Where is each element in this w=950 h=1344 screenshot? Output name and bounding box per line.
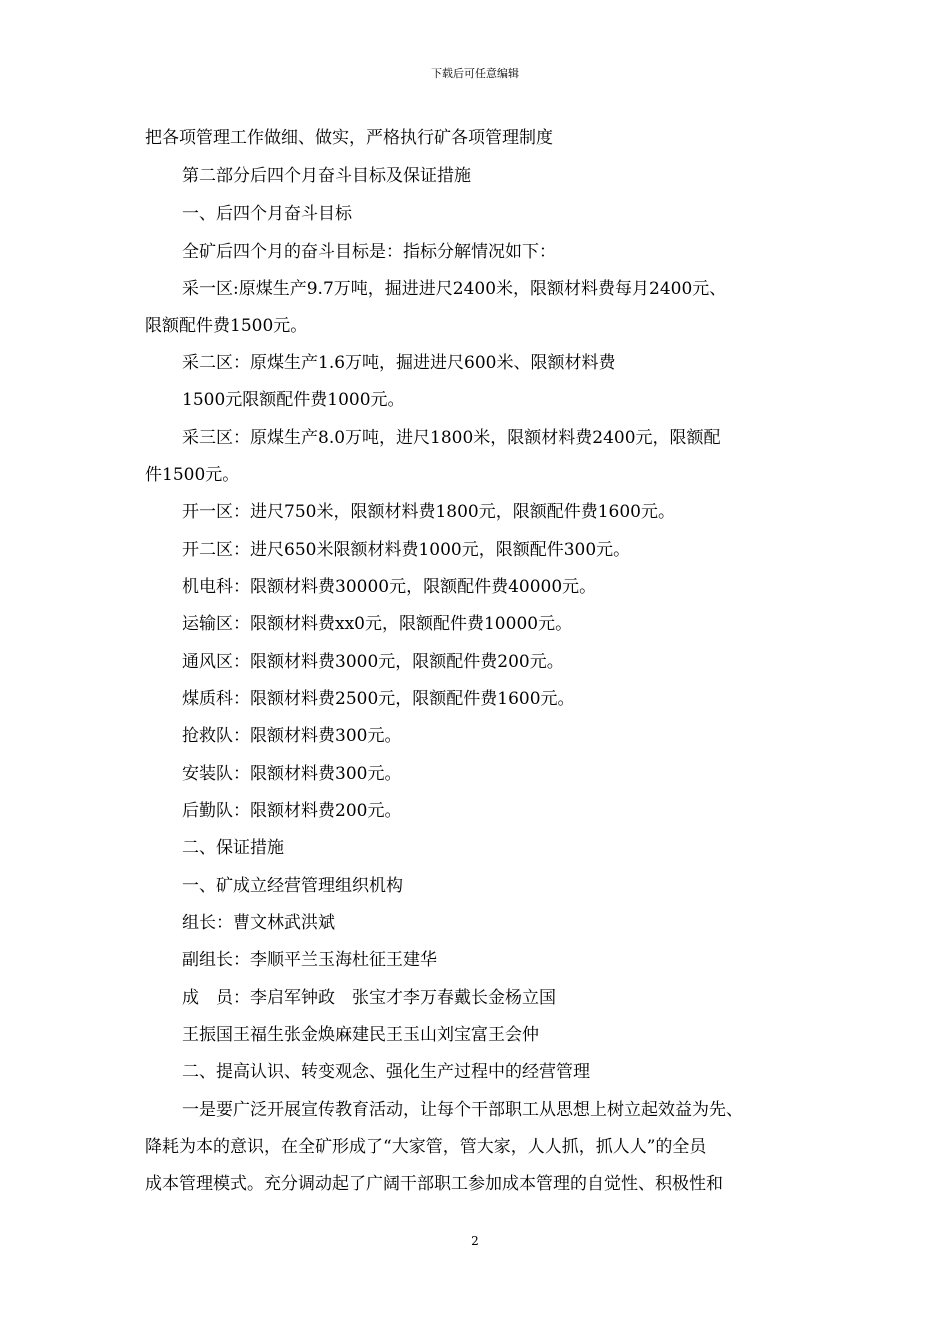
section-heading: 第二部分后四个月奋斗目标及保证措施: [182, 166, 471, 186]
body-line: 王振国王福生张金焕麻建民王玉山刘宝富王会仲: [182, 1025, 539, 1045]
body-line: 降耗为本的意识，在全矿形成了“大家管，管大家，人人抓，抓人人”的全员: [145, 1137, 707, 1157]
body-line: 开一区：进尺750米，限额材料费1800元，限额配件费1600元。: [182, 502, 675, 522]
body-line: 采二区：原煤生产1.6万吨，掘进进尺600米、限额材料费: [182, 353, 616, 373]
body-line: 安装队：限额材料费300元。: [182, 764, 402, 784]
body-line: 抢救队：限额材料费300元。: [182, 726, 402, 746]
body-line: 组长：曹文林武洪斌: [182, 913, 335, 933]
body-line: 副组长：李顺平兰玉海杜征王建华: [182, 950, 437, 970]
body-line: 运输区：限额材料费xx0元，限额配件费10000元。: [182, 614, 573, 634]
page-number: 2: [471, 1234, 479, 1248]
body-line: 限额配件费1500元。: [145, 316, 308, 336]
body-line: 开二区：进尺650米限额材料费1000元，限额配件300元。: [182, 540, 631, 560]
body-line: 采三区：原煤生产8.0万吨，进尺1800米，限额材料费2400元，限额配: [182, 428, 721, 448]
subsection-heading: 二、提高认识、转变观念、强化生产过程中的经营管理: [182, 1062, 590, 1082]
body-line: 把各项管理工作做细、做实，严格执行矿各项管理制度: [145, 128, 553, 148]
body-line: 机电科：限额材料费30000元，限额配件费40000元。: [182, 577, 597, 597]
body-line: 一、矿成立经营管理组织机构: [182, 876, 403, 896]
subsection-heading: 二、保证措施: [182, 838, 284, 858]
page-header-note: 下载后可任意编辑: [431, 67, 519, 80]
body-line: 成本管理模式。充分调动起了广阔干部职工参加成本管理的自觉性、积极性和: [145, 1174, 723, 1194]
body-line: 1500元限额配件费1000元。: [182, 390, 405, 410]
body-line: 通风区：限额材料费3000元，限额配件费200元。: [182, 652, 564, 672]
subsection-heading: 一、后四个月奋斗目标: [182, 204, 352, 224]
body-line: 后勤队：限额材料费200元。: [182, 801, 402, 821]
body-line: 一是要广泛开展宣传教育活动，让每个干部职工从思想上树立起效益为先、: [182, 1100, 743, 1120]
body-line: 采一区:原煤生产9.7万吨，掘进进尺2400米，限额材料费每月2400元、: [182, 279, 727, 299]
body-line: 成 员：李启军钟政 张宝才李万春戴长金杨立国: [182, 988, 556, 1008]
body-line: 件1500元。: [145, 465, 240, 485]
body-line: 煤质科：限额材料费2500元，限额配件费1600元。: [182, 689, 575, 709]
body-line: 全矿后四个月的奋斗目标是：指标分解情况如下：: [182, 242, 556, 262]
